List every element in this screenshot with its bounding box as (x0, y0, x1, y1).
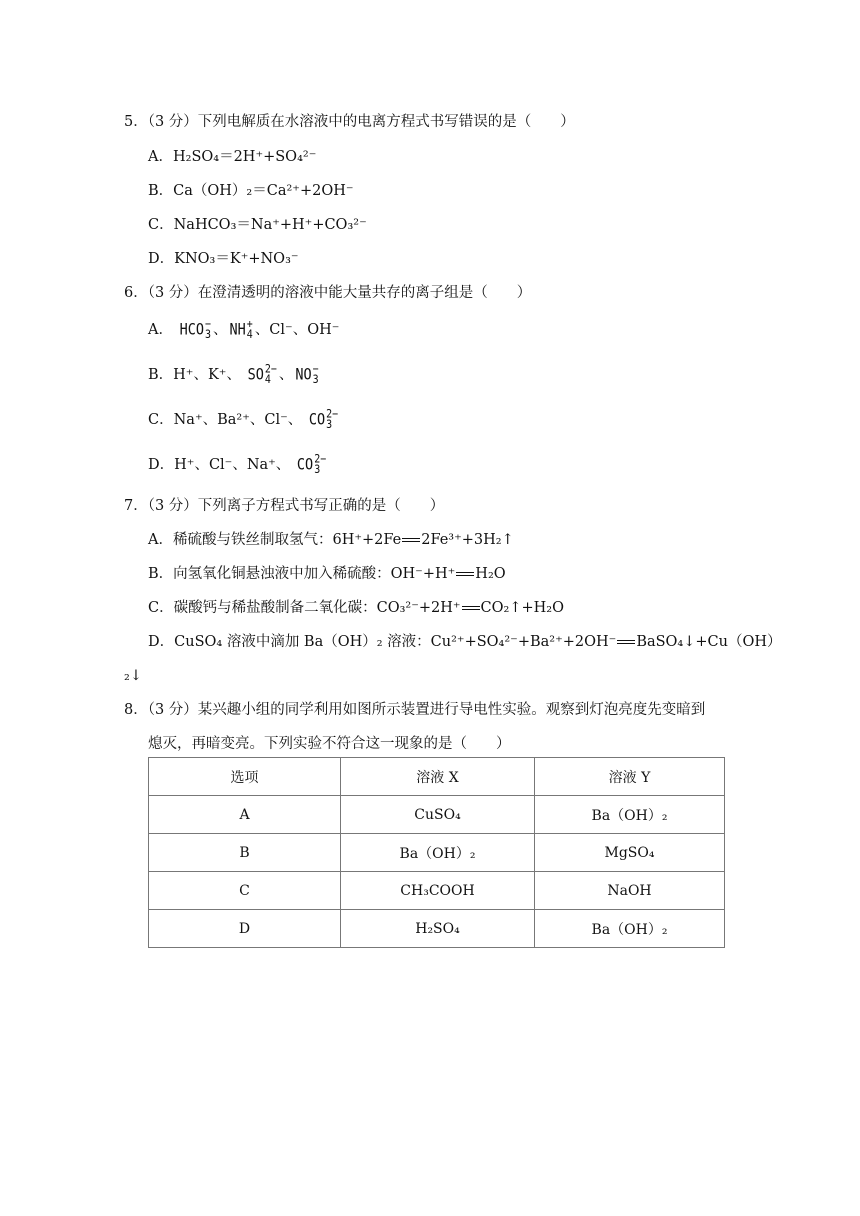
table-cell: C (149, 872, 341, 910)
table-cell: CH₃COOH (341, 872, 535, 910)
option-letter: C． (148, 217, 174, 233)
q8-stem-continued: 熄灭，再暗变亮。下列实验不符合这一现象的是（ ） (148, 736, 511, 752)
option-letter: B． (148, 367, 174, 383)
equals-sign (402, 538, 420, 542)
table-row (149, 834, 725, 872)
option-text: Ca（OH）₂＝Ca²⁺+2OH⁻ (173, 183, 354, 199)
q5-option-a (148, 147, 316, 167)
table-cell: A (149, 796, 341, 834)
option-letter: B． (148, 566, 174, 582)
table-cell: B (149, 834, 341, 872)
q5-option-d (148, 249, 299, 269)
q7-option-d: D．CuSO₄ 溶液中滴加 Ba（OH）₂ 溶液：Cu²⁺+SO₄²⁻+Ba²⁺+2OH⁻ BaSO₄↓+Cu（OH） (148, 634, 782, 650)
table-row (149, 910, 725, 948)
option-letter: B． (148, 183, 174, 199)
table-cell: H₂SO₄ (341, 910, 535, 948)
q7-option-c: C．碳酸钙与稀盐酸制备二氧化碳：CO₃²⁻+2H⁺ CO₂↑+H₂O (148, 600, 564, 616)
option-text: KNO₃＝K⁺+NO₃⁻ (174, 251, 299, 267)
q6-option-d: D．H⁺、Cl⁻、Na⁺、 CO 2− 3 (148, 453, 327, 477)
option-letter: C． (148, 600, 174, 616)
ion-formula: HCO − 3 (179, 318, 212, 342)
q6-option-c: C．Na⁺、Ba²⁺、Cl⁻、 CO 2− 3 (148, 408, 339, 432)
equals-sign (456, 572, 474, 576)
table-header-row (149, 758, 725, 796)
q5-option-b (148, 181, 354, 201)
table-cell: Ba（OH）₂ (535, 796, 725, 834)
option-text: NaHCO₃＝Na⁺+H⁺+CO₃²⁻ (173, 217, 367, 233)
option-text: H₂SO₄＝2H⁺+SO₄²⁻ (172, 149, 317, 165)
table-row (149, 796, 725, 834)
q7-option-b: B．向氢氧化铜悬浊液中加入稀硫酸：OH⁻+H⁺ H₂O (148, 566, 506, 582)
q8-table (148, 757, 725, 948)
option-letter: D． (148, 457, 175, 473)
q7-option-d-continued: ₂↓ (124, 668, 142, 684)
equals-sign (617, 640, 635, 644)
table-header-cell: 选项 (149, 758, 341, 796)
option-letter: D． (148, 634, 175, 650)
table-cell: MgSO₄ (535, 834, 725, 872)
equals-sign (462, 606, 480, 610)
table-header-cell: 溶液 X (341, 758, 535, 796)
ion-formula: CO 2− 3 (296, 453, 327, 477)
table-cell: CuSO₄ (341, 796, 535, 834)
table-cell: NaOH (535, 872, 725, 910)
q7-stem: 7．（3 分）下列离子方程式书写正确的是（ ） (124, 498, 445, 514)
q7-option-a: A．稀硫酸与铁丝制取氢气：6H⁺+2Fe 2Fe³⁺+3H₂↑ (148, 532, 514, 548)
table-row (149, 872, 725, 910)
option-letter: A． (148, 322, 173, 338)
option-letter: A． (148, 149, 173, 165)
ion-formula: NH + 4 (229, 318, 253, 342)
ion-formula: NO − 3 (295, 363, 319, 387)
q6-option-a: A． HCO − 3 、 NH + 4 、Cl⁻、OH⁻ (148, 318, 340, 342)
q6-option-b: B．H⁺、K⁺、 SO 2− 4 、 NO − 3 (148, 363, 319, 387)
ion-formula: CO 2− 3 (308, 408, 339, 432)
table-cell: D (149, 910, 341, 948)
ion-formula: SO 2− 4 (247, 363, 277, 387)
option-letter: A． (148, 532, 173, 548)
table-cell: Ba（OH）₂ (341, 834, 535, 872)
option-letter: D． (148, 251, 175, 267)
q5-option-c (148, 215, 367, 235)
table-cell: Ba（OH）₂ (535, 910, 725, 948)
q6-stem: 6．（3 分）在澄清透明的溶液中能大量共存的离子组是（ ） (124, 285, 532, 301)
q8-stem: 8．（3 分）某兴趣小组的同学利用如图所示装置进行导电性实验。观察到灯泡亮度先变暗到 (124, 702, 706, 718)
option-letter: C． (148, 412, 174, 428)
table-header-cell: 溶液 Y (535, 758, 725, 796)
q5-stem: 5．（3 分）下列电解质在水溶液中的电离方程式书写错误的是（ ） (124, 114, 575, 130)
